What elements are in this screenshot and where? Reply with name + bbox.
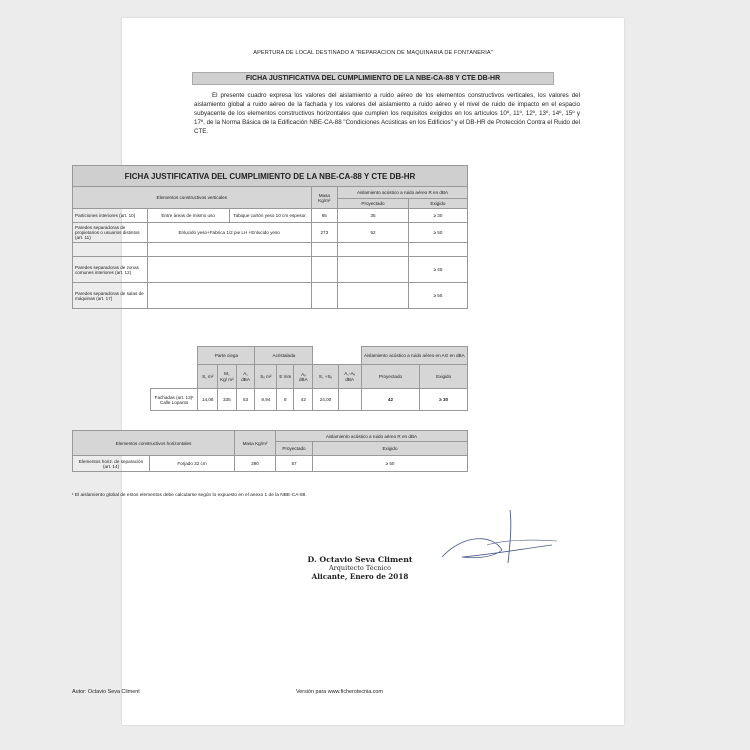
col-header: S꜀ +Sᵥ — [313, 365, 338, 389]
col-header-insulation: Aislamiento acústico a ruido aéreo R en dBA — [338, 187, 468, 199]
col-header: Exigido — [420, 365, 468, 389]
cell: 24,00 — [313, 389, 338, 411]
vertical-elements-table — [72, 165, 468, 309]
blank-cell — [313, 347, 361, 365]
cell: 57 — [276, 456, 313, 472]
cell: 53 — [236, 389, 255, 411]
col-header-required: Exigido — [313, 442, 468, 456]
table-title: FICHA JUSTIFICATIVA DEL CUMPLIMIENTO DE LA NBE-CA-88 Y CTE DB-HR — [73, 166, 468, 187]
cell: 390 — [235, 456, 276, 472]
col-header-elements: Elementos constructivos verticales — [73, 187, 312, 209]
cell: 42 — [361, 389, 420, 411]
section-title: FICHA JUSTIFICATIVA DEL CUMPLIMIENTO DE LA NBE-CA-88 Y CTE DB-HR — [192, 72, 554, 85]
footer-author: Autor: Octavio Seva Climent — [72, 689, 140, 695]
cell — [147, 283, 311, 309]
blank-cell — [151, 365, 198, 389]
signature-mark — [432, 505, 562, 570]
cell — [408, 243, 467, 257]
table-row — [73, 257, 468, 283]
table-row — [151, 389, 468, 411]
table-row — [73, 283, 468, 309]
table-row — [73, 223, 468, 243]
col-header-mass — [311, 187, 338, 209]
col-header-elements: Elementos constructivos horizontales — [73, 431, 235, 456]
col-header-global: Aislamiento acústico a ruido aéreo en AG en dBA — [361, 347, 467, 365]
col-header-projected: Proyectado — [276, 442, 313, 456]
cell: 335 — [218, 389, 237, 411]
col-header: A꜀ dBA — [236, 365, 255, 389]
cell: ≥ 30 — [420, 389, 468, 411]
col-header-required: Exigido — [408, 199, 467, 209]
cell: 35 — [338, 209, 409, 223]
mass-label: Masa — [318, 192, 330, 198]
cell: ≥ 30 — [408, 209, 467, 223]
cell — [311, 283, 338, 309]
intro-paragraph — [194, 92, 580, 137]
col-header: A꜀-Aᵥ dBA — [338, 365, 361, 389]
row-label: Paredes separadoras de propietarios o usuarios distintos (art. 11) — [73, 223, 148, 243]
blank-cell — [151, 347, 198, 365]
col-header: E mm — [277, 365, 294, 389]
cell: Tabique cartón yeso 10 cm espesor. — [229, 209, 311, 223]
cell — [147, 243, 311, 257]
signature-place-date: Alicante, Enero de 2018 — [311, 572, 409, 581]
col-header: Aᵥ dBA — [294, 365, 313, 389]
table-row — [73, 209, 468, 223]
cell: 14,06 — [198, 389, 218, 411]
cell: 52 — [338, 223, 409, 243]
cell: 9,94 — [255, 389, 277, 411]
cell — [311, 257, 338, 283]
intro-text: El presente cuadro expresa los valores del aislamiento a ruido aéreo de los elementos constructivos verticales, los valores del aislamiento global a ruido aéreo de la fachada y los valores del aislamiento a ruido aéreo y el nivel de ruido de impacto en el espacio subyacente de los elementos constructivos horizontales que cumplen los requisitos exigidos en los artículos 10º, 11º, 12º, 13º, 14º, 15º y 17º, de la Norma Básica de la Edificación NBE-CA-88 "Condiciones Acústicas en los Edificios" y el DB-HR de Protección Contra el Ruido del CTE. — [194, 92, 580, 135]
col-header: Sᵥ m² — [255, 365, 277, 389]
cell: ≥ 55 — [408, 283, 467, 309]
row-label: Elementos horiz. de separación (art. 14) — [73, 456, 150, 472]
cell — [147, 257, 311, 283]
footer-version: Versión para www.ficherotecnia.com — [296, 689, 383, 695]
col-header: M꜀ Kg/ m² — [218, 365, 237, 389]
table-row — [73, 456, 468, 472]
col-header-glazed: Acristalada — [255, 347, 313, 365]
cell: 8 — [277, 389, 294, 411]
cell — [311, 243, 338, 257]
cell: Forjado 32 cm — [150, 456, 235, 472]
cell — [73, 243, 148, 257]
cell: 273 — [311, 223, 338, 243]
col-header: Proyectado — [361, 365, 420, 389]
cell — [338, 243, 409, 257]
cell: Enlucido yeso+Fabrica 1/2 pie LH +Enlucido yeso — [147, 223, 311, 243]
horizontal-elements-table — [72, 430, 468, 472]
mass-unit: Kg/m² — [318, 197, 331, 203]
cell: ≥ 45 — [408, 257, 467, 283]
row-label: Paredes separadoras de salas de máquinas (art. 17) — [73, 283, 148, 309]
document-header: APERTURA DE LOCAL DESTINADO A "REPARACION DE MAQUINARIA DE FONTANERIA" — [253, 50, 493, 56]
col-header-blind: Parte ciega — [198, 347, 255, 365]
col-header-projected: Proyectado — [338, 199, 409, 209]
table-row — [73, 243, 468, 257]
cell: ≥ 50 — [313, 456, 468, 472]
col-header-insulation: Aislamiento acústico a ruido aéreo R en dBA — [276, 431, 468, 442]
cell: Entre áreas de mismo uso — [147, 209, 229, 223]
cell — [338, 389, 361, 411]
row-label: Fachadas (art. 13)¹ Calle Lopanto — [151, 389, 198, 411]
col-header: S꜀ m² — [198, 365, 218, 389]
footnote: ¹ El aislamiento global de estos elementos debe calcularse según lo expuesto en el anexo 1 de la NBE-CA-88. — [72, 493, 307, 498]
facade-table — [150, 346, 468, 411]
cell: 65 — [311, 209, 338, 223]
row-label: Paredes separadoras de zonas comunes interiores (art. 12) — [73, 257, 148, 283]
col-header-mass: Masa Kg/m² — [235, 431, 276, 456]
cell — [338, 257, 409, 283]
row-label: Particiones interiores (art. 10) — [73, 209, 148, 223]
cell: ≥ 50 — [408, 223, 467, 243]
cell: 42 — [294, 389, 313, 411]
signature-block — [295, 555, 425, 581]
signer-name: D. Octavio Seva Climent — [307, 555, 413, 564]
signer-role: Arquitecto Técnico — [328, 564, 392, 572]
cell — [338, 283, 409, 309]
